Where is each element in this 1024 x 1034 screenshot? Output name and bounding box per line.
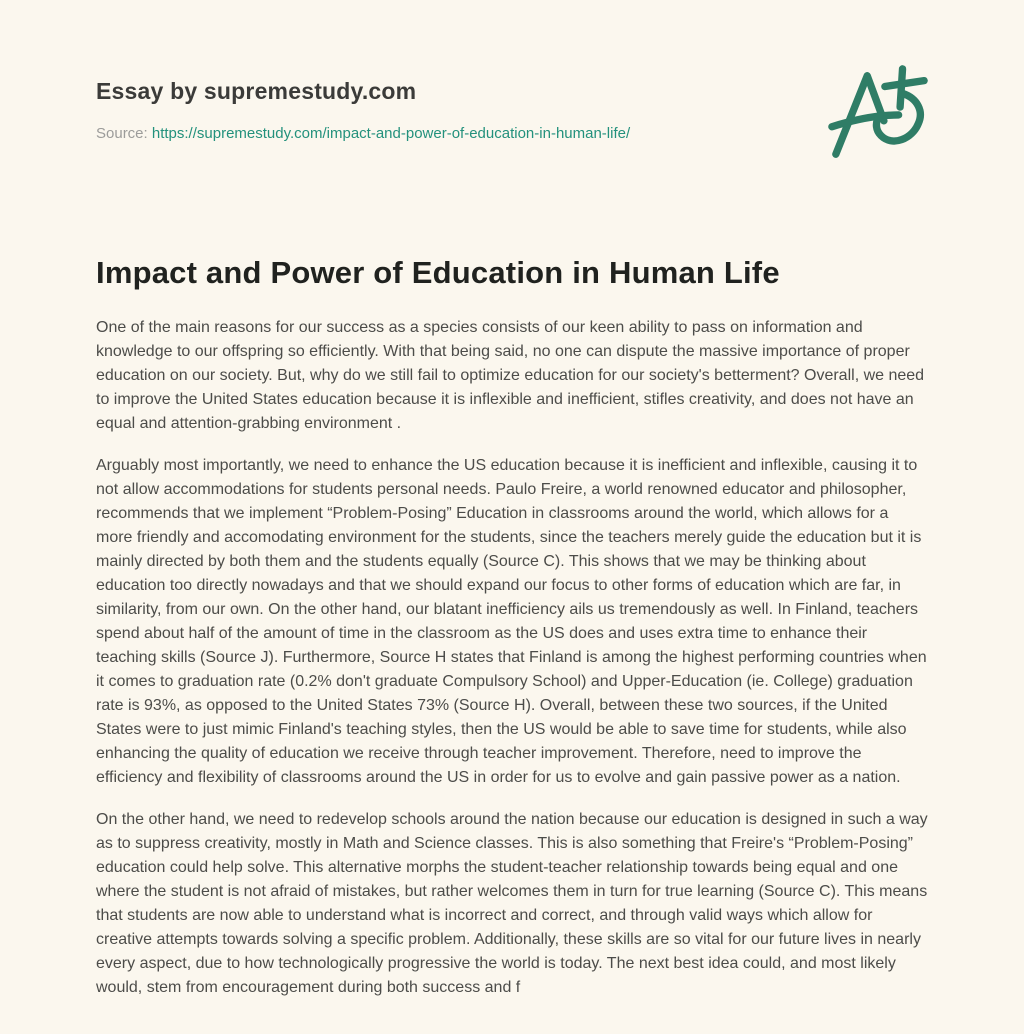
essay-paragraph: On the other hand, we need to redevelop schools around the nation because our education is designed in such a way as to suppress creativity, mostly in Math and Science classes. This is also something that Freire's “Problem-Posing” education could help solve. This alternative morphs the student-teacher relationship towards being equal and one where the student is not afraid of mistakes, but rather welcomes them in turn for true learning (Source C). This means that students are now able to understand what is incorrect and correct, and through valid ways which allow for creative attempts towards solving a specific problem. Additionally, these skills are so vital for our future lives in nearly every aspect, due to how technologically progressive the world is today. The next best idea could, and most likely would, stem from encouragement during both success and f (96, 811, 928, 996)
essay-paragraph: One of the main reasons for our success as a species consists of our keen ability to pass on information and knowledge to our offspring so efficiently. With that being said, no one can dispute the massive importance of proper education on our society. But, why do we still fail to optimize education for our society's betterment? Overall, we need to improve the United States education because it is inflexible and inefficient, stifles creativity, and does not have an equal and attention-grabbing environment . (96, 319, 925, 432)
essay-by-heading: Essay by supremestudy.com (96, 78, 417, 104)
source-link[interactable]: https://supremestudy.com/impact-and-power-of-education-in-human-life/ (151, 125, 631, 142)
essay-article (96, 256, 928, 1000)
essay-paragraph: Arguably most importantly, we need to enhance the US education because it is inefficient and inflexible, causing it to not allow accommodations for students personal needs. Paulo Freire, a world renowned educator and philosopher, recommends that we implement “Problem-Posing” Education in classrooms around the world, which allows for a more friendly and accomodating environment for the students, since the teachers merely guide the education but it is mainly directed by both them and the students equally (Source C). This shows that we may be thinking about education too directly nowadays and that we should expand our focus to other forms of education which are far, in similarity, from our own. On the other hand, our blatant inefficiency ails us tremendously as well. In Finland, teachers spend about half of the amount of time in the classroom as the US does and uses extra time to enhance their teaching skills (Source J). Furthermore, Source H states that Finland is among the highest performing countries when it comes to graduation rate (0.2% don't graduate Compulsory School) and Upper-Education (ie. College) graduation rate is 93%, as opposed to the United States 73% (Source H). Overall, between these two sources, if the United States were to just mimic Finland's teaching styles, then the US would be able to save time for students, while also enhancing the quality of education we receive through teacher improvement. Therefore, need to improve the efficiency and flexibility of classrooms around the US in order for us to evolve and gain passive power as a nation. (96, 457, 927, 786)
a-plus-logo-icon (828, 62, 930, 164)
source-line (96, 125, 928, 142)
article-body (96, 316, 928, 1000)
article-title: Impact and Power of Education in Human Life (96, 255, 780, 290)
source-label: Source: (96, 125, 148, 142)
page-header (96, 78, 928, 142)
